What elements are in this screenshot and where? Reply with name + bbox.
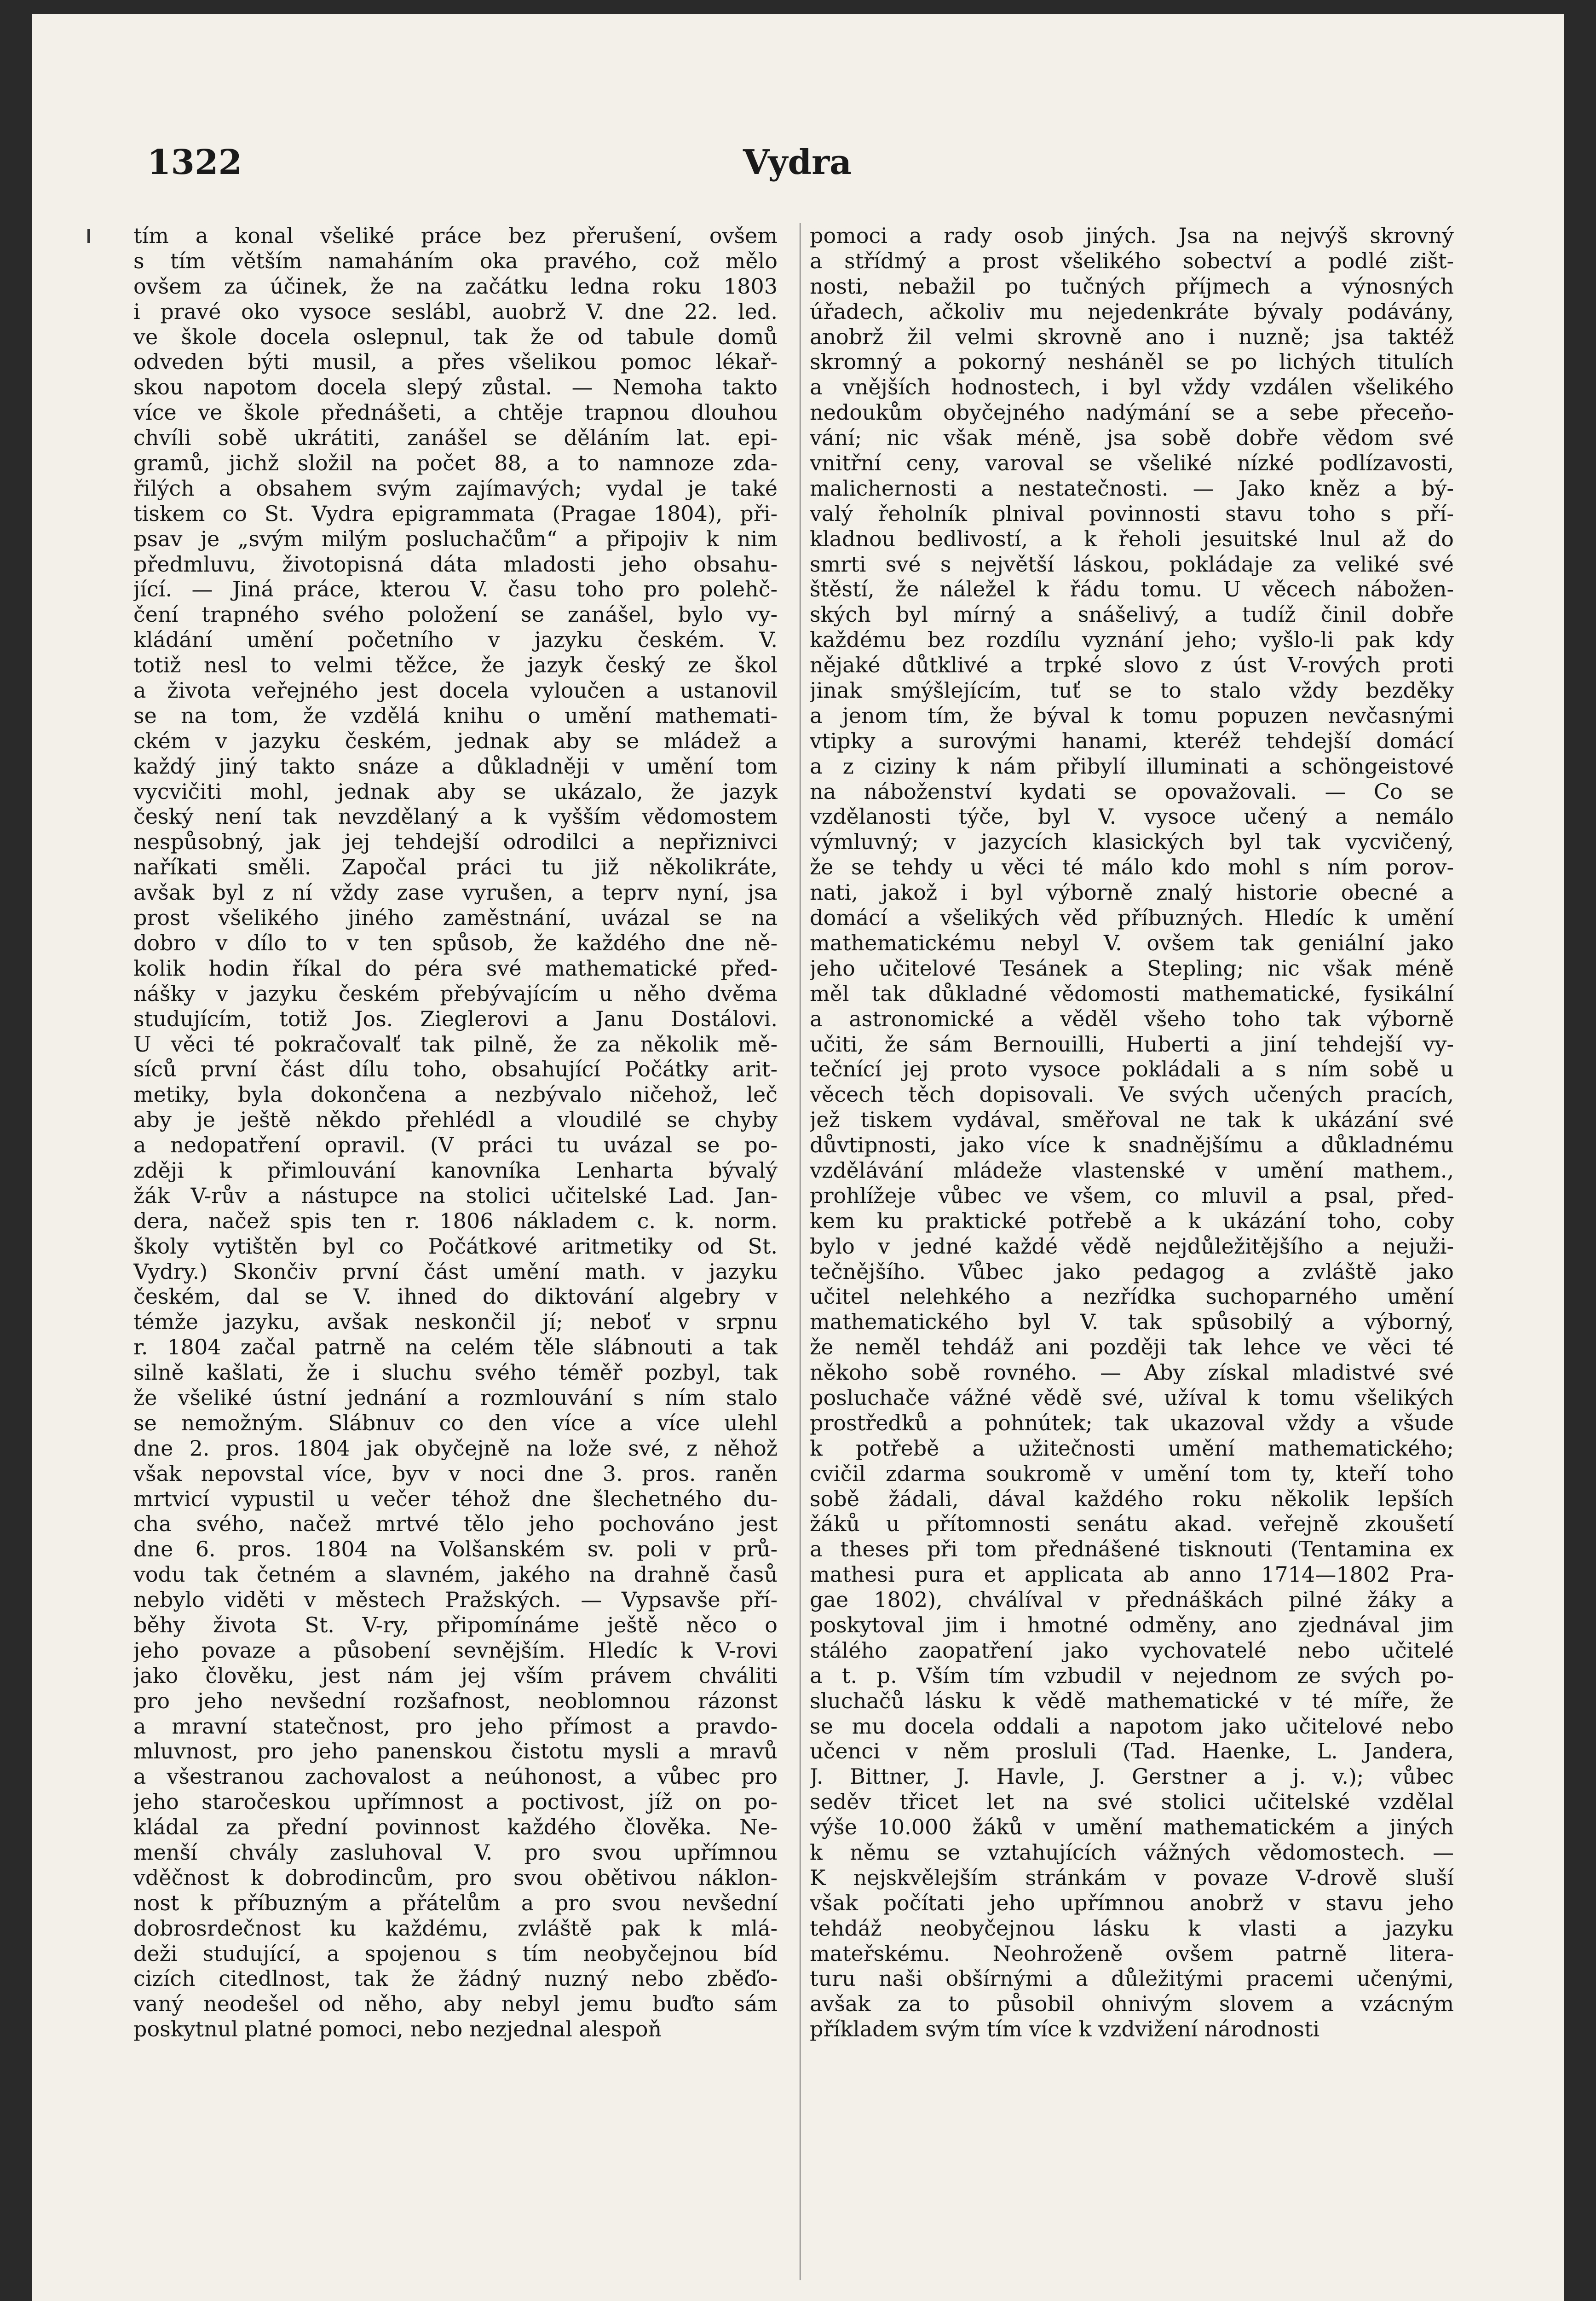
- text-line: prohlížeje vůbec ve všem, co mluvil a psal, před-: [810, 1183, 1454, 1208]
- text-line: a vnějších hodnostech, i byl vždy vzdálen všelikého: [810, 375, 1454, 400]
- text-line: anobrž žil velmi skrovně ano i nuzně; jsa taktéž: [810, 324, 1454, 349]
- text-line: mluvnost, pro jeho panenskou čistotu mysli a mravů: [133, 1739, 778, 1764]
- text-line: tečnící jej proto vysoce pokládali a s ním sobě u: [810, 1057, 1454, 1082]
- text-line: menší chvály zasluhoval V. pro svou upřímnou: [133, 1840, 778, 1865]
- text-line: cha svého, načež mrtvé tělo jeho pochováno jest: [133, 1511, 778, 1537]
- text-line: pro jeho nevšední rozšafnost, neoblomnou rázonst: [133, 1688, 778, 1713]
- page-header: [32, 143, 1564, 198]
- text-line: avšak byl z ní vždy zase vyrušen, a teprv nyní, jsa: [133, 880, 778, 905]
- left-text-column: [133, 223, 778, 2285]
- text-line: věcech těch dopisovali. Ve svých učených pracích,: [810, 1082, 1454, 1107]
- text-line: tiskem co St. Vydra epigrammata (Pragae 1804), při-: [133, 501, 778, 526]
- text-line: valý řeholník plnival povinnosti stavu toho s pří-: [810, 501, 1454, 526]
- text-line: tím a konal všeliké práce bez přerušení, ovšem: [133, 223, 778, 248]
- text-line: cvičil zdarma soukromě v umění tom ty, kteří toho: [810, 1461, 1454, 1486]
- text-line: a theses při tom přednášené tisknouti (Tentamina ex: [810, 1537, 1454, 1562]
- text-line: seděv třicet let na své stolici učitelské vzdělal: [810, 1789, 1454, 1815]
- text-line: avšak za to působil ohnivým slovem a vzácným: [810, 1991, 1454, 2017]
- text-line: silně kašlati, že i sluchu svého téměř pozbyl, tak: [133, 1360, 778, 1385]
- text-line: domácí a všelikých věd příbuzných. Hledíc k umění: [810, 905, 1454, 931]
- column-divider: [800, 223, 801, 2280]
- text-line: jeho učitelové Tesánek a Stepling; nic však méně: [810, 955, 1454, 981]
- text-line: vzdělávání mládeže vlastenské v umění mathem.,: [810, 1157, 1454, 1183]
- text-line: každému bez rozdílu vyznání jeho; vyšlo-li pak kdy: [810, 627, 1454, 653]
- text-line: nášky v jazyku českém přebývajícím u něho dvěma: [133, 981, 778, 1006]
- text-line: sluchačů lásku k vědě mathematické v té míře, že: [810, 1688, 1454, 1713]
- text-line: nedoukům obyčejného nadýmání se a sebe přeceňo-: [810, 400, 1454, 425]
- text-line: stálého zaopatření jako vychovatelé nebo učitelé: [810, 1637, 1454, 1663]
- text-line: jící. — Jiná práce, kterou V. času toho pro polehč-: [133, 577, 778, 602]
- text-line: vnitřní ceny, varoval se všeliké nízké podlízavosti,: [810, 451, 1454, 476]
- text-line: školy vytištěn byl co Počátkové aritmetiky od St.: [133, 1233, 778, 1259]
- text-line: kolik hodin říkal do péra své mathematické před-: [133, 955, 778, 981]
- text-line: nosti, nebažil po tučných příjmech a výnosných: [810, 273, 1454, 299]
- text-line: učenci v něm prosluli (Tad. Haenke, L. Jandera,: [810, 1739, 1454, 1764]
- text-line: dne 2. pros. 1804 jak obyčejně na lože své, z něhož: [133, 1435, 778, 1461]
- running-head-title: Vydra: [743, 143, 852, 182]
- text-line: řilých a obsahem svým zajímavých; vydal je také: [133, 475, 778, 501]
- text-line: že se tehdy u věci té málo kdo mohl s ním porov-: [810, 855, 1454, 880]
- text-line: pomoci a rady osob jiných. Jsa na nejvýš skrovný: [810, 223, 1454, 248]
- text-line: nost k příbuzným a přátelům a pro svou nevšední: [133, 1890, 778, 1915]
- text-line: se na tom, že vzdělá knihu o umění mathemati-: [133, 703, 778, 728]
- text-line: s tím větším namaháním oka pravého, což mělo: [133, 248, 778, 273]
- text-line: posluchače vážné vědě své, užíval k tomu všelikých: [810, 1385, 1454, 1410]
- text-line: vodu tak četném a slavném, jakého na drahně časů: [133, 1562, 778, 1587]
- text-line: kem ku praktické potřebě a k ukázání toho, coby: [810, 1208, 1454, 1233]
- text-line: kládání umění početního v jazyku českém. V.: [133, 627, 778, 653]
- text-line: předmluvu, životopisná dáta mladosti jeho obsahu-: [133, 551, 778, 577]
- text-line: běhy života St. V-ry, připomínáme ještě něco o: [133, 1612, 778, 1637]
- text-line: zději k přimlouvání kanovníka Lenharta bývalý: [133, 1157, 778, 1183]
- text-line: se nemožným. Slábnuv co den více a více ulehl: [133, 1410, 778, 1435]
- text-line: a jenom tím, že býval k tomu popuzen nevčasnými: [810, 703, 1454, 728]
- text-line: a z ciziny k nám přibylí illuminati a schöngeistové: [810, 753, 1454, 779]
- text-line: štěstí, že náležel k řádu tomu. U věcech nábožen-: [810, 577, 1454, 602]
- text-line: prostředků a pohnútek; tak ukazoval vždy a všude: [810, 1410, 1454, 1435]
- right-text-column: [810, 223, 1454, 2285]
- text-line: skromný a pokorný nesháněl se po lichých titulích: [810, 349, 1454, 375]
- text-line: ovšem za účinek, že na začátku ledna roku 1803: [133, 273, 778, 299]
- text-line: ve škole docela oslepnul, tak že od tabule domů: [133, 324, 778, 349]
- text-line: turu naši obšírnými a důležitými pracemi učenými,: [810, 1966, 1454, 1991]
- text-line: výše 10.000 žáků v umění mathematickém a jiných: [810, 1815, 1454, 1840]
- text-line: vaný neodešel od něho, aby nebyl jemu buďto sám: [133, 1991, 778, 2017]
- text-line: sobě žádali, dával každého roku několik lepších: [810, 1486, 1454, 1511]
- text-line: totiž nesl to velmi těžce, že jazyk český ze škol: [133, 653, 778, 678]
- text-line: na náboženství kydati se opovažovali. — Co se: [810, 779, 1454, 804]
- text-line: úřadech, ačkoliv mu nejedenkráte bývaly podávány,: [810, 299, 1454, 324]
- text-line: učitel nelehkého a nezřídka suchoparného umění: [810, 1284, 1454, 1309]
- text-line: dobrosrdečnost ku každému, zvláště pak k mlá-: [133, 1915, 778, 1941]
- text-line: a všestranou zachovalost a neúhonost, a vůbec pro: [133, 1764, 778, 1789]
- text-line: vděčnost k dobrodincům, pro svou obětivou náklon-: [133, 1865, 778, 1890]
- text-line: a mravní statečnost, pro jeho přímost a pravdo-: [133, 1713, 778, 1739]
- text-line: poskytoval jim i hmotné odměny, ano zjednával jim: [810, 1612, 1454, 1637]
- text-line: a nedopatření opravil. (V práci tu uvázal se po-: [133, 1133, 778, 1158]
- text-line: každý jiný takto snáze a důkladněji v umění tom: [133, 753, 778, 779]
- text-line: odveden býti musil, a přes všelikou pomoc lékař-: [133, 349, 778, 375]
- text-line: bylo v jedné každé vědě nejdůležitějšího a nejuži-: [810, 1233, 1454, 1259]
- text-line: ckém v jazyku českém, jednak aby se mládež a: [133, 728, 778, 753]
- text-line: prost všelikého jiného zaměstnání, uvázal se na: [133, 905, 778, 931]
- text-line: dera, načež spis ten r. 1806 nákladem c. k. norm.: [133, 1208, 778, 1233]
- text-line: mathematického byl V. tak spůsobilý a výborný,: [810, 1309, 1454, 1335]
- text-line: vtipky a surovými hanami, kteréž tehdejší domácí: [810, 728, 1454, 753]
- text-line: skou napotom docela slepý zůstal. — Nemoha takto: [133, 375, 778, 400]
- page-number: 1322: [147, 143, 242, 182]
- text-line: témže jazyku, avšak neskončil jí; neboť v srpnu: [133, 1309, 778, 1335]
- text-line: žák V-rův a nástupce na stolici učitelské Lad. Jan-: [133, 1183, 778, 1208]
- text-line: se mu docela oddali a napotom jako učitelové nebo: [810, 1713, 1454, 1739]
- text-line: cizích citedlnost, tak že žádný nuzný nebo zběďo-: [133, 1966, 778, 1991]
- text-line: že všeliké ústní jednání a rozmlouvání s ním stalo: [133, 1385, 778, 1410]
- text-line: tečnějšího. Vůbec jako pedagog a zvláště jako: [810, 1259, 1454, 1284]
- text-line: měl tak důkladné vědomosti mathematické, fysikální: [810, 981, 1454, 1006]
- book-page: [32, 14, 1564, 2301]
- text-line: mateřskému. Neohroženě ovšem patrně litera-: [810, 1941, 1454, 1966]
- text-line: mathematickému nebyl V. ovšem tak geniální jako: [810, 930, 1454, 955]
- text-line: k potřebě a užitečnosti umění mathematického;: [810, 1435, 1454, 1461]
- text-line: důvtipnosti, jako více k snadnějšímu a důkladnému: [810, 1133, 1454, 1158]
- text-line: jeho staročeskou upřímnost a poctivost, jíž on po-: [133, 1789, 778, 1815]
- text-line: r. 1804 začal patrně na celém těle slábnouti a tak: [133, 1335, 778, 1360]
- text-line: jako člověku, jest nám jej vším právem chváliti: [133, 1663, 778, 1688]
- text-line: J. Bittner, J. Havle, J. Gerstner a j. v.); vůbec: [810, 1764, 1454, 1789]
- text-line: a střídmý a prost všelikého sobectví a podlé zišt-: [810, 248, 1454, 273]
- text-line: gramů, jichž složil na počet 88, a to namnoze zda-: [133, 451, 778, 476]
- text-line: metiky, byla dokončena a nezbývalo ničehož, leč: [133, 1082, 778, 1107]
- text-line: nějaké důtklivé a trpké slovo z úst V-rových proti: [810, 653, 1454, 678]
- text-line: k němu se vztahujících vážných vědomostech. —: [810, 1840, 1454, 1865]
- text-line: gae 1802), chválíval v přednáškách pilné žáky a: [810, 1587, 1454, 1613]
- text-line: poskytnul platné pomoci, nebo nezjednal alespoň: [133, 2017, 662, 2042]
- text-line: aby je ještě někdo přehlédl a vloudilé se chyby: [133, 1107, 778, 1133]
- text-line: síců první část dílu toho, obsahující Počátky arit-: [133, 1057, 778, 1082]
- text-line: deži studující, a spojenou s tím neobyčejnou bíd: [133, 1941, 778, 1966]
- text-line: více ve škole přednášeti, a chtěje trapnou dlouhou: [133, 400, 778, 425]
- text-line: a života veřejného jest docela vyloučen a ustanovil: [133, 678, 778, 703]
- text-line: dne 6. pros. 1804 na Volšanském sv. poli v prů-: [133, 1537, 778, 1562]
- text-line: vzdělanosti týče, byl V. vysoce učený a nemálo: [810, 804, 1454, 829]
- text-line: nati, jakož i byl výborně znalý historie obecné a: [810, 880, 1454, 905]
- text-line: příkladem svým tím více k vzdvižení národnosti: [810, 2017, 1320, 2042]
- text-line: vání; nic však méně, jsa sobě dobře vědom své: [810, 425, 1454, 451]
- text-line: učiti, že sám Bernouilli, Huberti a jiní tehdejší vy-: [810, 1031, 1454, 1057]
- text-line: dobro v dílo to v ten spůsob, že každého dne ně-: [133, 930, 778, 955]
- text-line: naříkati směli. Započal práci tu již několikráte,: [133, 855, 778, 880]
- text-line: jinak smýšlejícím, tuť se to stalo vždy bezděky: [810, 678, 1454, 703]
- text-line: českém, dal se V. ihned do diktování algebry v: [133, 1284, 778, 1309]
- text-line: studujícím, totiž Jos. Zieglerovi a Janu Dostálovi.: [133, 1006, 778, 1031]
- text-line: malichernosti a nestatečnosti. — Jako kněz a bý-: [810, 475, 1454, 501]
- text-line: však počítati jeho upřímnou anobrž v stavu jeho: [810, 1890, 1454, 1915]
- text-line: kladnou bedlivostí, a k řeholi jesuitské lnul až do: [810, 526, 1454, 551]
- text-line: čení trapného svého položení se zanášel, bylo vy-: [133, 602, 778, 627]
- text-line: psav je „svým milým posluchačům“ a připojiv k nim: [133, 526, 778, 551]
- text-line: žáků u přítomnosti senátu akad. veřejně zkoušetí: [810, 1511, 1454, 1537]
- text-line: že neměl tehdáž ani později tak lehce ve věci té: [810, 1335, 1454, 1360]
- text-line: nespůsobný, jak jej tehdejší odrodilci a nepřiznivci: [133, 829, 778, 855]
- text-line: výmluvný; v jazycích klasických byl tak vycvičený,: [810, 829, 1454, 855]
- text-line: nebylo viděti v městech Pražských. — Vypsavše pří-: [133, 1587, 778, 1613]
- margin-mark: [87, 229, 90, 243]
- text-line: český není tak nevzdělaný a k vyšším vědomostem: [133, 804, 778, 829]
- text-line: jež tiskem vydával, směřoval ne tak k ukázání své: [810, 1107, 1454, 1133]
- text-line: vycvičiti mohl, jednak aby se ukázalo, že jazyk: [133, 779, 778, 804]
- text-line: mrtvicí vypustil u večer téhož dne šlechetného du-: [133, 1486, 778, 1511]
- text-line: a t. p. Vším tím vzbudil v nejednom ze svých po-: [810, 1663, 1454, 1688]
- text-line: U věci té pokračovalť tak pilně, že za několik mě-: [133, 1031, 778, 1057]
- text-line: ských byl mírný a snášelivý, a tudíž činil dobře: [810, 602, 1454, 627]
- text-line: kládal za přední povinnost každého člověka. Ne-: [133, 1815, 778, 1840]
- text-line: mathesi pura et applicata ab anno 1714—1802 Pra-: [810, 1562, 1454, 1587]
- text-line: a astronomické a věděl všeho toho tak výborně: [810, 1006, 1454, 1031]
- text-line: Vydry.) Skončiv první část umění math. v jazyku: [133, 1259, 778, 1284]
- text-line: smrti své s největší láskou, pokládaje za veliké své: [810, 551, 1454, 577]
- text-line: K nejskvělejším stránkám v povaze V-drově sluší: [810, 1865, 1454, 1890]
- text-line: jeho povaze a působení sevnějším. Hledíc k V-rovi: [133, 1637, 778, 1663]
- text-line: tehdáž neobyčejnou lásku k vlasti a jazyku: [810, 1915, 1454, 1941]
- text-line: někoho sobě rovného. — Aby získal mladistvé své: [810, 1360, 1454, 1385]
- text-line: však nepovstal více, byv v noci dne 3. pros. raněn: [133, 1461, 778, 1486]
- text-line: chvíli sobě ukrátiti, zanášel se děláním lat. epi-: [133, 425, 778, 451]
- text-line: i pravé oko vysoce seslábl, auobrž V. dne 22. led.: [133, 299, 778, 324]
